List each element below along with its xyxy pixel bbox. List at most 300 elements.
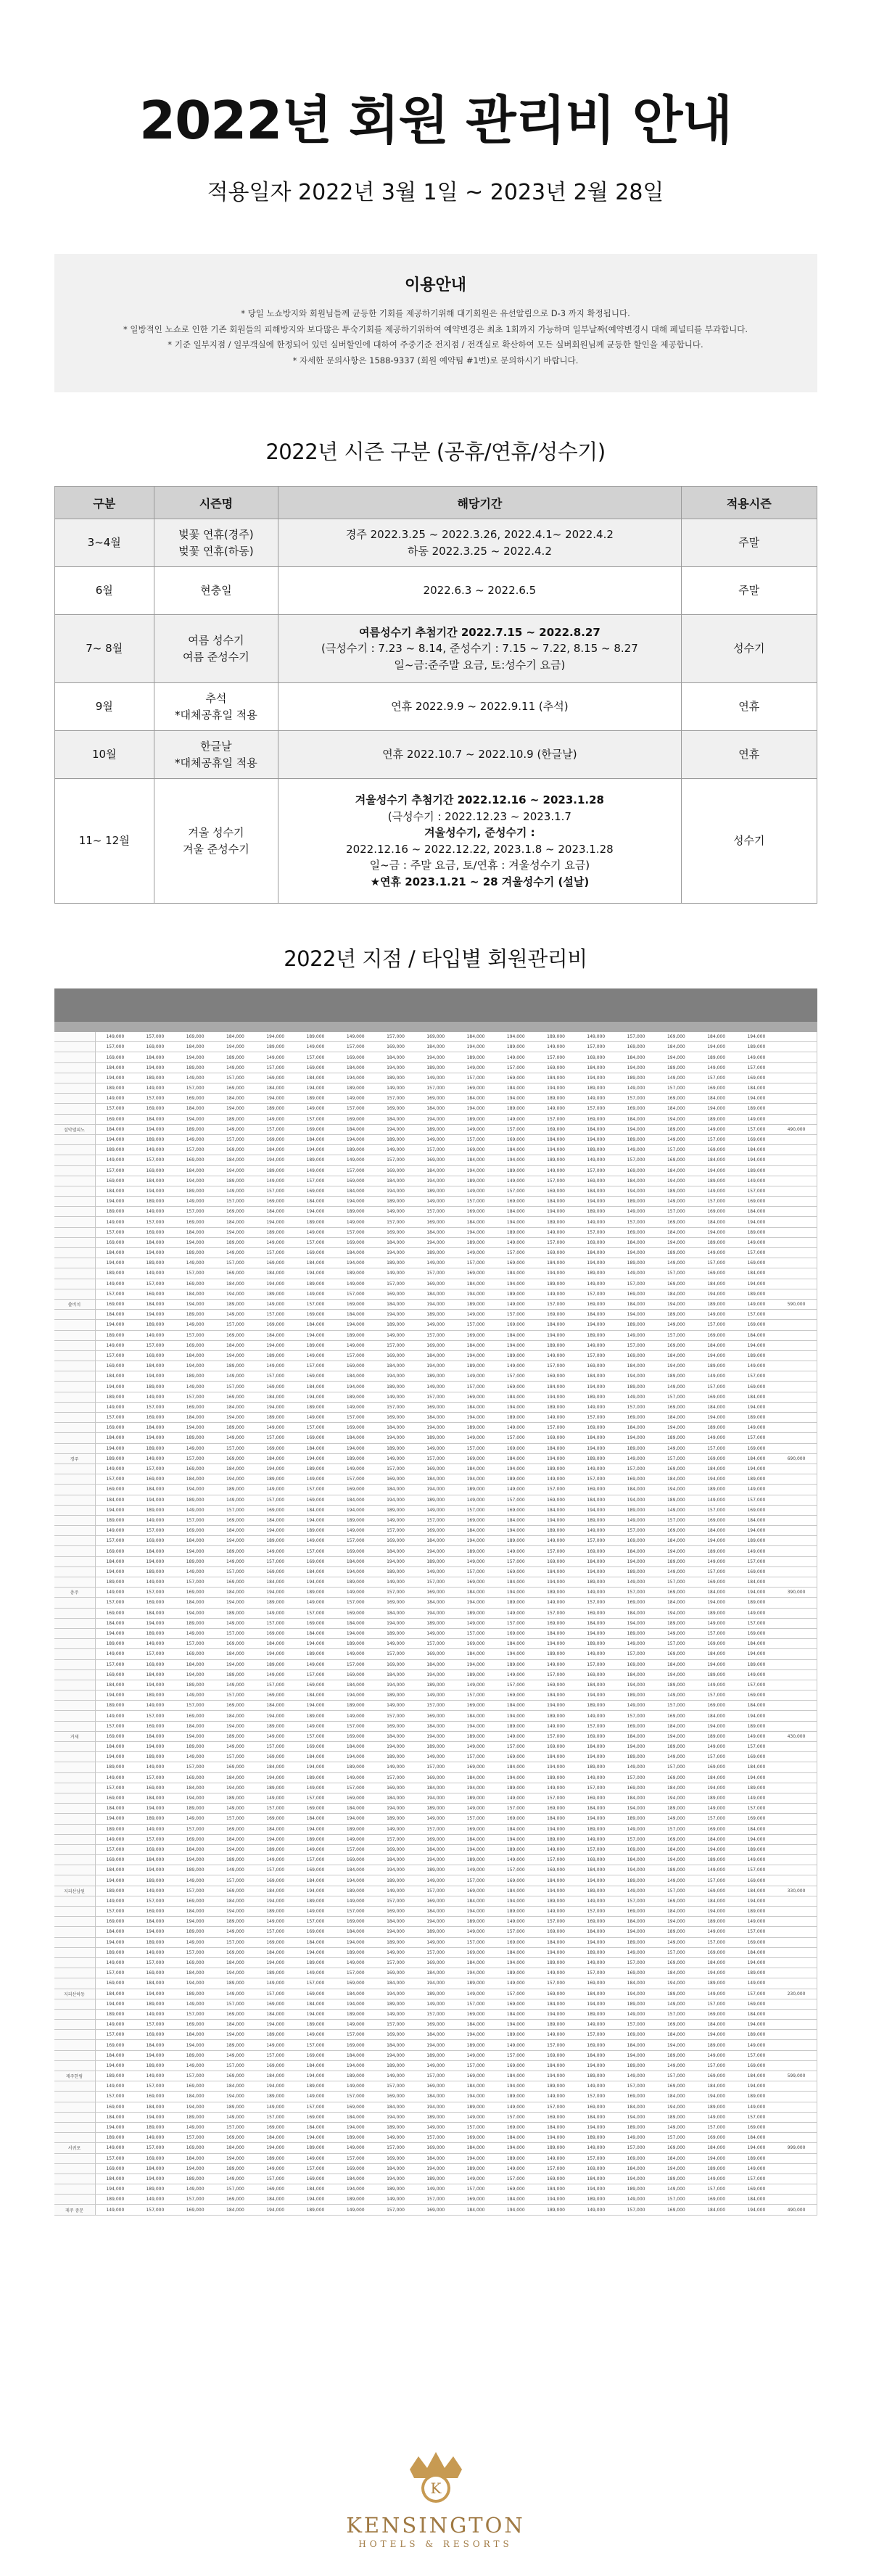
price-cell: 184,000 [295,1875,335,1886]
price-cell: 169,000 [696,2133,736,2143]
price-cell: 194,000 [496,1279,536,1289]
price-cell: 149,000 [176,1073,215,1083]
price-cell: 189,000 [255,2030,295,2040]
table-row [54,1423,817,1433]
price-cell: 149,000 [135,1330,175,1340]
price-cell: 184,000 [215,1279,255,1289]
price-cell: 184,000 [295,1382,335,1392]
price-cell: 157,000 [576,1659,616,1669]
price-cell: 169,000 [255,1320,295,1330]
price-cell: 157,000 [176,2195,215,2205]
price-cell: 184,000 [295,1814,335,1824]
branch-cell [54,1793,96,1803]
price-cell: 189,000 [416,1062,455,1073]
price-cell: 194,000 [416,1237,455,1247]
price-cell: 157,000 [736,1927,776,1937]
price-cell: 169,000 [255,1197,295,1207]
price-cell: 149,000 [576,1094,616,1104]
price-cell: 149,000 [376,1453,416,1464]
branch-cell: 거제 [54,1731,96,1741]
price-cell: 189,000 [576,2195,616,2205]
price-cell: 189,000 [95,1453,135,1464]
price-cell: 169,000 [576,1793,616,1803]
price-cell: 157,000 [215,2060,255,2071]
price-cell: 149,000 [215,1124,255,1134]
price-cell: 184,000 [616,1546,656,1556]
price-cell: 194,000 [176,1299,215,1309]
price-cell [777,1350,817,1361]
price-cell: 194,000 [536,1145,576,1155]
price-cell: 149,000 [176,1937,215,1947]
price-cell: 184,000 [455,1772,495,1783]
price-cell: 169,000 [656,1217,696,1227]
price-cell: 184,000 [696,1217,736,1227]
price-cell: 194,000 [496,1340,536,1350]
price-cell: 169,000 [376,1289,416,1299]
table-row [54,1094,817,1104]
price-cell [777,1258,817,1268]
price-cell: 157,000 [576,1968,616,1978]
price-cell: 184,000 [656,1844,696,1854]
price-cell: 169,000 [215,2195,255,2205]
price-cell: 184,000 [295,1258,335,1268]
price-cell: 149,000 [255,1546,295,1556]
price-cell: 189,000 [616,2122,656,2132]
price-cell: 149,000 [576,1402,616,1412]
price-cell: 169,000 [176,1711,215,1721]
price-cell: 194,000 [616,1989,656,1999]
season-table [54,486,817,904]
price-cell: 184,000 [336,1062,376,1073]
price-cell: 157,000 [536,2040,576,2050]
price-cell: 194,000 [496,1464,536,1474]
price-cell: 194,000 [255,1957,295,1968]
price-cell: 184,000 [95,1248,135,1258]
price-cell: 184,000 [176,1289,215,1299]
price-cell: 189,000 [616,1999,656,2009]
price-cell: 189,000 [416,1618,455,1628]
price-cell: 194,000 [416,2163,455,2174]
price-cell: 189,000 [176,1804,215,1814]
price-cell: 189,000 [255,1042,295,1052]
price-cell: 194,000 [95,1566,135,1577]
price-cell: 184,000 [255,1083,295,1094]
price-cell: 194,000 [455,2030,495,2040]
price-cell: 189,000 [176,1495,215,1505]
price-cell: 184,000 [536,1566,576,1577]
price-cell: 149,000 [455,1371,495,1382]
price-cell: 189,000 [696,2040,736,2050]
price-cell: 149,000 [696,1310,736,1320]
price-cell: 157,000 [576,1598,616,1608]
price-cell: 189,000 [176,2050,215,2060]
price-cell: 189,000 [376,1999,416,2009]
price-cell: 184,000 [656,1042,696,1052]
price-cell: 194,000 [536,1886,576,1896]
price-cell: 194,000 [696,1350,736,1361]
price-cell: 149,000 [696,1989,736,1999]
rates-section-title: 2022년 지점 / 타입별 회원관리비 [284,946,587,972]
price-cell: 194,000 [455,1968,495,1978]
price-cell: 194,000 [616,1248,656,1258]
price-cell: 184,000 [496,2195,536,2205]
price-cell: 149,000 [696,2174,736,2184]
price-cell: 194,000 [536,1947,576,1957]
price-cell: 194,000 [576,2122,616,2132]
price-cell: 184,000 [696,1649,736,1659]
price-cell: 169,000 [455,1330,495,1340]
price-cell: 169,000 [576,1176,616,1186]
price-cell: 189,000 [536,1340,576,1350]
price-cell: 189,000 [696,1546,736,1556]
price-cell: 189,000 [496,1968,536,1978]
price-cell: 189,000 [576,1886,616,1896]
price-cell: 194,000 [736,1588,776,1598]
price-cell: 169,000 [455,1701,495,1711]
price-cell: 157,000 [656,1701,696,1711]
price-cell: 157,000 [455,1999,495,2009]
price-cell: 149,000 [696,1742,736,1752]
price-cell: 149,000 [135,1083,175,1094]
price-cell: 189,000 [736,1227,776,1237]
price-cell: 194,000 [215,1042,255,1052]
price-cell: 149,000 [416,1628,455,1638]
branch-cell [54,1134,96,1144]
price-cell: 169,000 [536,1556,576,1566]
price-cell: 149,000 [496,1917,536,1927]
price-cell: 157,000 [135,1094,175,1104]
table-row [54,2040,817,2050]
price-cell: 189,000 [416,1248,455,1258]
price-cell: 194,000 [536,1762,576,1772]
price-cell: 157,000 [455,1752,495,1762]
price-cell: 184,000 [135,2102,175,2112]
price-cell: 157,000 [95,1598,135,1608]
table-row [54,2030,817,2040]
price-cell: 194,000 [95,1320,135,1330]
price-cell: 184,000 [576,1062,616,1073]
price-cell [777,1197,817,1207]
price-cell: 194,000 [656,2102,696,2112]
price-cell: 149,000 [135,2133,175,2143]
price-cell: 157,000 [255,1124,295,1134]
price-cell: 157,000 [376,1217,416,1227]
price-cell: 189,000 [496,2153,536,2163]
price-cell [777,2030,817,2040]
price-cell: 194,000 [656,2040,696,2050]
price-cell: 157,000 [95,1536,135,1546]
price-cell: 189,000 [135,1258,175,1268]
page-title: 2022년 회원 관리비 안내 [139,90,732,151]
price-cell: 149,000 [616,1577,656,1588]
price-cell: 157,000 [496,1556,536,1566]
price-cell: 184,000 [576,1433,616,1443]
row-applied-season: 성수기 [681,615,817,683]
price-cell: 194,000 [255,1588,295,1598]
price-cell: 194,000 [576,1814,616,1824]
price-cell: 189,000 [376,1258,416,1268]
price-cell: 157,000 [536,1731,576,1741]
price-cell: 194,000 [496,1711,536,1721]
price-cell: 184,000 [336,1618,376,1628]
price-cell [777,1783,817,1793]
price-cell: 157,000 [656,1947,696,1957]
price-cell: 169,000 [416,1649,455,1659]
price-cell: 184,000 [215,2143,255,2153]
price-cell: 184,000 [135,1669,175,1680]
price-cell: 149,000 [295,2153,335,2163]
price-cell: 184,000 [536,1814,576,1824]
price-cell: 157,000 [455,1814,495,1824]
price-cell [777,1999,817,2009]
price-cell: 189,000 [616,1752,656,1762]
price-cell: 189,000 [176,1989,215,1999]
price-cell: 157,000 [215,1134,255,1144]
price-cell: 157,000 [496,2050,536,2060]
price-cell [777,2184,817,2195]
price-cell: 189,000 [255,1227,295,1237]
price-cell: 149,000 [536,1783,576,1793]
price-cell: 194,000 [736,1340,776,1350]
price-cell [777,1907,817,1917]
price-cell: 194,000 [536,1639,576,1649]
price-cell: 194,000 [135,1371,175,1382]
price-cell: 169,000 [376,1042,416,1052]
price-cell: 184,000 [696,1772,736,1783]
price-cell: 189,000 [536,1464,576,1474]
price-cell: 157,000 [536,1361,576,1371]
row-applied-season: 주말 [681,567,817,615]
price-cell: 194,000 [336,1197,376,1207]
price-cell: 189,000 [416,1927,455,1937]
price-cell: 184,000 [135,1423,175,1433]
price-cell: 157,000 [295,1299,335,1309]
price-cell: 157,000 [95,1844,135,1854]
price-cell: 169,000 [576,1237,616,1247]
price-cell: 189,000 [95,1762,135,1772]
price-cell: 169,000 [176,1957,215,1968]
price-cell: 189,000 [455,1608,495,1618]
price-cell: 184,000 [176,1350,215,1361]
price-cell: 169,000 [656,1896,696,1906]
price-cell [777,1083,817,1094]
price-cell: 189,000 [336,2195,376,2205]
price-cell: 169,000 [295,1680,335,1690]
price-cell: 169,000 [496,1505,536,1515]
price-cell: 169,000 [616,1968,656,1978]
branch-cell [54,1556,96,1566]
price-cell: 184,000 [295,1134,335,1144]
price-cell: 194,000 [336,1875,376,1886]
price-cell: 157,000 [336,1042,376,1052]
price-cell: 149,000 [336,1957,376,1968]
price-cell [777,1875,817,1886]
price-cell: 184,000 [255,1947,295,1957]
price-cell: 169,000 [376,1598,416,1608]
price-cell: 189,000 [95,2133,135,2143]
price-cell: 149,000 [135,1947,175,1957]
price-cell: 149,000 [255,1855,295,1865]
price-cell: 390,000 [777,1588,817,1598]
price-cell: 194,000 [215,1721,255,1731]
price-cell: 157,000 [255,1062,295,1073]
table-row [54,1701,817,1711]
price-cell: 157,000 [295,1731,335,1741]
price-cell: 189,000 [176,1371,215,1382]
price-cell: 169,000 [416,2205,455,2215]
table-row [54,1104,817,1114]
price-cell: 157,000 [496,1742,536,1752]
price-cell: 194,000 [656,1176,696,1186]
price-cell: 169,000 [736,1752,776,1762]
price-cell: 194,000 [455,2153,495,2163]
price-cell: 194,000 [696,2153,736,2163]
price-cell: 189,000 [215,1485,255,1495]
price-cell: 184,000 [95,1989,135,1999]
price-cell: 184,000 [736,1762,776,1772]
price-cell: 194,000 [95,1197,135,1207]
price-cell: 184,000 [376,1669,416,1680]
price-cell: 194,000 [455,1165,495,1176]
price-cell: 184,000 [496,1330,536,1340]
price-cell: 189,000 [95,1824,135,1834]
price-cell: 184,000 [656,1413,696,1423]
price-cell: 149,000 [336,1649,376,1659]
branch-cell [54,1495,96,1505]
price-cell: 189,000 [135,1382,175,1392]
price-cell: 184,000 [295,1320,335,1330]
price-cell: 194,000 [736,1834,776,1844]
price-cell: 184,000 [135,2163,175,2174]
price-cell: 194,000 [576,1258,616,1268]
price-cell: 169,000 [176,1032,215,1042]
price-cell: 194,000 [135,1927,175,1937]
price-cell: 194,000 [176,1423,215,1433]
price-cell: 189,000 [696,1237,736,1247]
price-cell: 169,000 [376,1474,416,1485]
price-cell: 194,000 [255,1155,295,1165]
price-cell: 194,000 [376,1062,416,1073]
price-cell: 169,000 [176,1772,215,1783]
price-cell: 157,000 [576,2092,616,2102]
price-cell: 149,000 [295,1227,335,1237]
price-cell: 149,000 [416,1999,455,2009]
crown-icon [403,2448,469,2504]
price-cell: 169,000 [376,1227,416,1237]
price-cell: 189,000 [656,2112,696,2122]
price-cell: 157,000 [215,1258,255,1268]
price-cell: 149,000 [455,1556,495,1566]
price-cell: 189,000 [176,1433,215,1443]
price-cell: 169,000 [656,1957,696,1968]
price-cell: 194,000 [416,2040,455,2050]
price-cell: 149,000 [616,1083,656,1094]
price-cell: 157,000 [176,1268,215,1279]
price-cell: 194,000 [496,1032,536,1042]
price-cell: 189,000 [376,1814,416,1824]
price-cell: 157,000 [416,1824,455,1834]
price-cell: 194,000 [416,1793,455,1803]
price-cell: 169,000 [696,2071,736,2081]
price-cell [777,1844,817,1854]
price-cell: 184,000 [576,2050,616,2060]
table-row [54,1649,817,1659]
price-cell: 157,000 [536,1299,576,1309]
price-cell: 169,000 [376,2030,416,2040]
price-cell: 169,000 [416,1896,455,1906]
notice-line: * 자세한 문의사항은 1588-9337 (회원 예약팀 #1번)로 문의하시기 바랍니다. [292,355,579,366]
price-cell: 149,000 [295,1165,335,1176]
price-cell: 169,000 [696,1145,736,1155]
price-cell [777,1279,817,1289]
price-cell: 149,000 [416,1875,455,1886]
price-cell: 184,000 [255,1453,295,1464]
price-cell: 169,000 [736,1505,776,1515]
table-row [54,1896,817,1906]
price-cell: 157,000 [255,1495,295,1505]
price-cell: 194,000 [135,1742,175,1752]
price-cell: 194,000 [696,1536,736,1546]
price-cell: 149,000 [215,2050,255,2060]
price-cell: 194,000 [616,1742,656,1752]
price-cell: 194,000 [176,1176,215,1186]
price-cell: 157,000 [616,1402,656,1412]
price-cell: 184,000 [455,2020,495,2030]
price-cell: 184,000 [176,1968,215,1978]
branch-cell [54,1186,96,1196]
price-cell [777,1536,817,1546]
price-cell: 189,000 [376,2060,416,2071]
price-cell: 169,000 [696,2009,736,2019]
table-row [54,1145,817,1155]
price-cell: 189,000 [215,1608,255,1618]
price-cell: 157,000 [536,1546,576,1556]
price-cell: 169,000 [455,1083,495,1094]
price-cell: 194,000 [536,1515,576,1525]
price-cell: 169,000 [255,1752,295,1762]
price-cell: 149,000 [95,1957,135,1968]
price-cell: 194,000 [376,1248,416,1258]
price-cell: 184,000 [696,1279,736,1289]
price-cell: 194,000 [336,2122,376,2132]
price-cell: 149,000 [95,1772,135,1783]
price-cell: 169,000 [656,1402,696,1412]
price-cell: 149,000 [736,2102,776,2112]
price-cell: 184,000 [576,1371,616,1382]
price-cell: 149,000 [576,1217,616,1227]
branch-cell [54,2081,96,2092]
price-cell: 157,000 [696,1999,736,2009]
price-cell: 157,000 [336,1165,376,1176]
price-cell: 184,000 [616,1423,656,1433]
price-cell: 157,000 [656,2195,696,2205]
price-cell: 149,000 [336,1279,376,1289]
price-cell: 149,000 [416,1320,455,1330]
price-cell: 184,000 [176,1598,215,1608]
price-cell: 184,000 [215,1402,255,1412]
price-cell: 189,000 [255,1721,295,1731]
price-cell: 157,000 [295,1978,335,1989]
branch-cell [54,2030,96,2040]
price-cell: 157,000 [376,1464,416,1474]
price-cell: 189,000 [496,1289,536,1299]
price-cell: 184,000 [536,2184,576,2195]
price-cell: 149,000 [376,1886,416,1896]
price-cell: 169,000 [376,2092,416,2102]
price-cell: 194,000 [496,2143,536,2153]
price-cell: 149,000 [416,2122,455,2132]
price-cell: 157,000 [135,1649,175,1659]
